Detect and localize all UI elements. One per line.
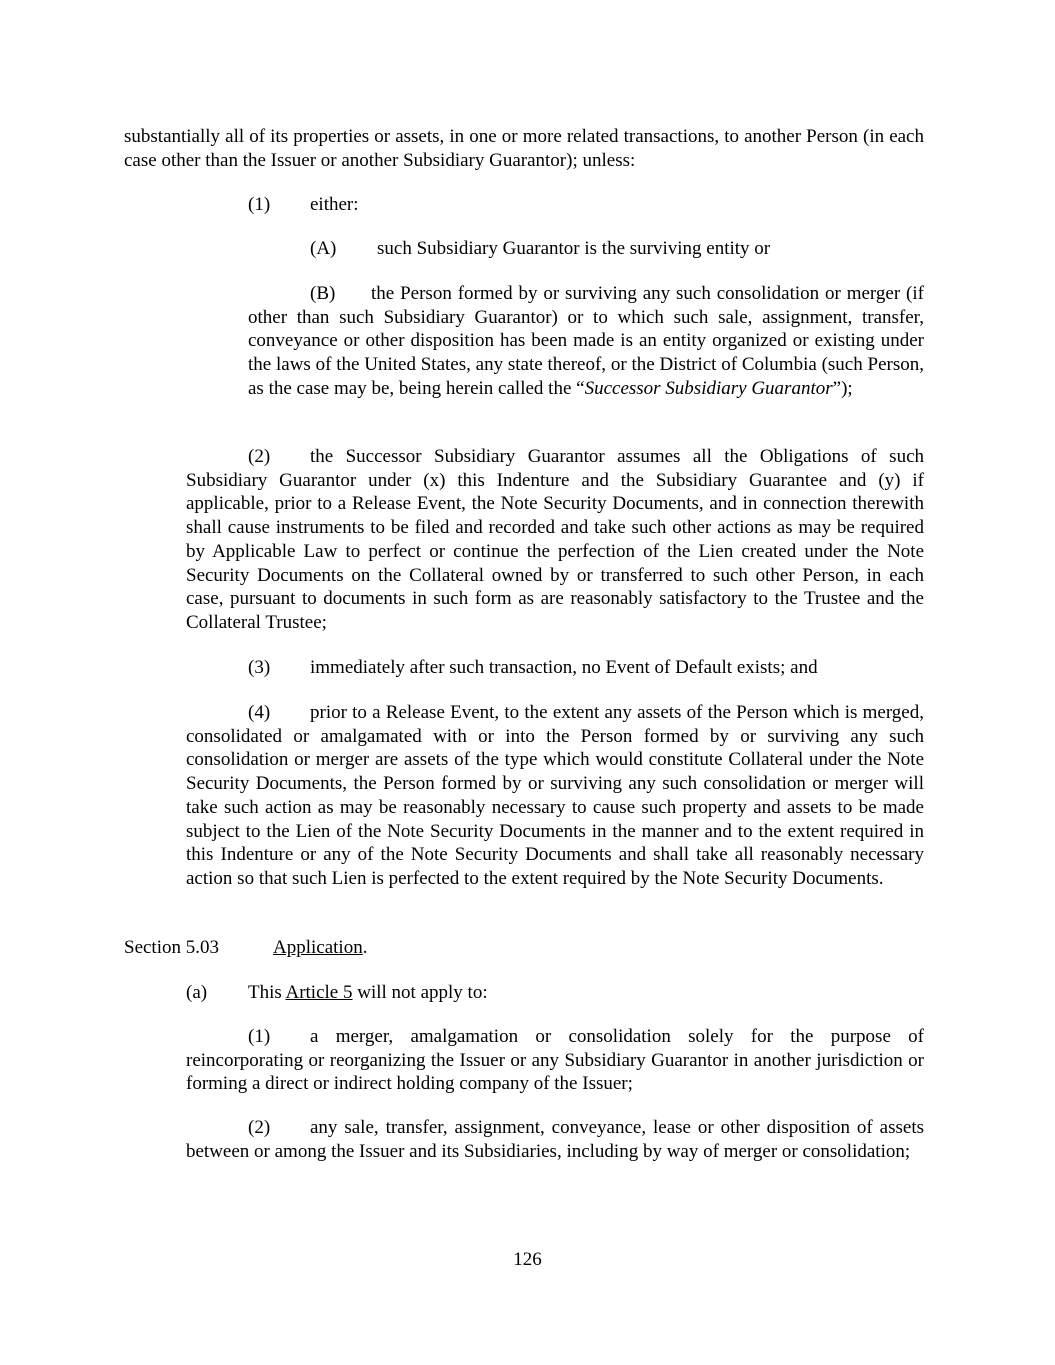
- clause-a-1: [186, 1025, 924, 1096]
- page-number: 126: [513, 1249, 542, 1270]
- intro-text: substantially all of its properties or assets, in one or more related transactions, to another Person (in each case other than the Issuer or another Subsidiary Guarantor); unless:: [124, 126, 924, 171]
- article-5-link[interactable]: Article 5: [285, 982, 353, 1003]
- clause-number: (A): [310, 238, 337, 259]
- clause-number: (1): [248, 1026, 271, 1047]
- section-title: Application: [273, 937, 363, 958]
- clause-number: (2): [248, 446, 271, 467]
- clause-A: [310, 237, 924, 261]
- clause-text: the Successor Subsidiary Guarantor assumes all the Obligations of such Subsidiary Guarantor under (x) this Indenture and the Subsidiary Guarantee and (y) if applicable, prior to a Release Event, the Note Security Documents, and in connection therewith shall cause instruments to be filed and recorded and take such other actions as may be required by Applicable Law to perfect or continue the perfection of the Lien created under the Note Security Documents on the Collateral owned by or transferred to such other Person, in each case, pursuant to documents in such form as are reasonably satisfactory to the Trustee and the Collateral Trustee;: [186, 446, 924, 633]
- clause-text: prior to a Release Event, to the extent any assets of the Person which is merged, consolidated or amalgamated with or into the Person formed by or surviving any such consolidation or merger are assets of the type which would constitute Collateral under the Note Security Documents, the Person formed by or surviving any such consolidation or merger will take such action as may be reasonably necessary to cause such property and assets to be made subject to the Lien of the Note Security Documents in the manner and to the extent required in this Indenture or any of the Note Security Documents and shall take all reasonably necessary action so that such Lien is perfected to the extent required by the Note Security Documents.: [186, 702, 924, 889]
- clause-B: [248, 282, 924, 401]
- clause-a-2: [186, 1116, 924, 1163]
- clause-number: (2): [248, 1117, 271, 1138]
- clause-2: [186, 445, 924, 635]
- section-heading: Section 5.03 Application.: [124, 937, 368, 958]
- clause-text: the Person formed by or surviving any such consolidation or merger (if other than such Subsidiary Guarantor) or to which such sale, assignment, transfer, conveyance or other disposition has been made is an entity organized or existing under the laws of the United States, any state thereof, or the District of Columbia (such Person, as the case may be, being herein called the “: [248, 283, 924, 399]
- intro-paragraph: [124, 125, 924, 172]
- clause-suffix: ”);: [832, 377, 853, 399]
- clause-3: [248, 656, 924, 680]
- section-number: Section 5.03: [124, 937, 219, 958]
- clause-text: such Subsidiary Guarantor is the surviving entity or: [377, 238, 771, 259]
- defined-term: Successor Subsidiary Guarantor: [584, 377, 833, 399]
- clause-1-either: [248, 193, 924, 217]
- clause-text: a merger, amalgamation or consolidation solely for the purpose of reincorporating or reorganizing the Issuer or any Subsidiary Guarantor in another jurisdiction or forming a direct or indirect holding company of the Issuer;: [186, 1026, 924, 1095]
- clause-4: [186, 701, 924, 891]
- clause-number: (4): [248, 702, 271, 723]
- clause-text: either:: [310, 194, 359, 215]
- clause-number: (a): [186, 982, 208, 1003]
- clause-number: (B): [310, 283, 336, 304]
- clause-text: immediately after such transaction, no Event of Default exists; and: [310, 657, 818, 678]
- clause-text: any sale, transfer, assignment, conveyance, lease or other disposition of assets between or among the Issuer and its Subsidiaries, including by way of merger or consolidation;: [186, 1117, 924, 1162]
- clause-number: (1): [248, 194, 271, 215]
- clause-number: (3): [248, 657, 271, 678]
- clause-a: (a) This Article 5 will not apply to:: [186, 982, 488, 1003]
